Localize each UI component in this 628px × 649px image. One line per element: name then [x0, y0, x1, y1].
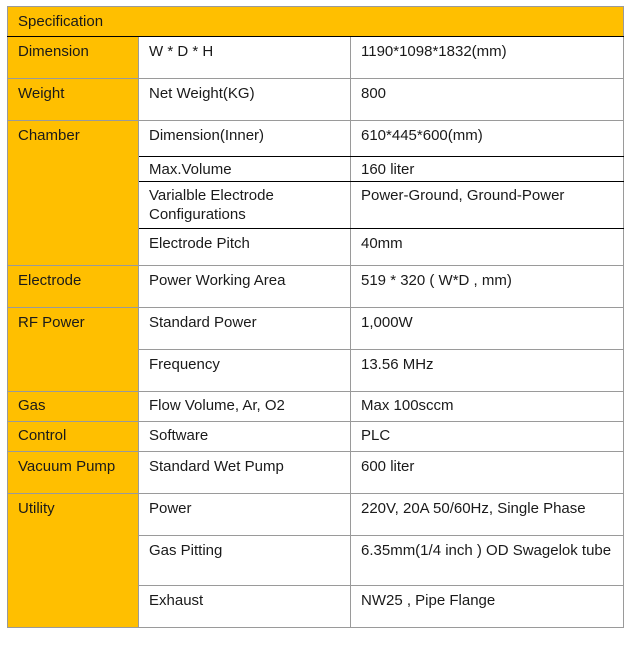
- param-label: Software: [149, 427, 209, 444]
- category-cell: [8, 308, 139, 392]
- category-cell: [8, 121, 139, 266]
- value-cell: [351, 182, 624, 229]
- param-label: Standard Power: [149, 314, 257, 331]
- param-value: NW25 , Pipe Flange: [361, 592, 496, 609]
- value-cell: [351, 229, 624, 266]
- param-value: 6.35mm(1/4 inch ) OD Swagelok tube: [361, 542, 612, 559]
- category-cell: [8, 266, 139, 308]
- value-cell: [351, 452, 624, 494]
- value-cell: [351, 422, 624, 452]
- param-value: 610*445*600(mm): [361, 127, 483, 144]
- param-cell: [139, 536, 351, 586]
- param-label: Standard Wet Pump: [149, 458, 284, 475]
- category-rf-power: RF Power: [18, 314, 85, 331]
- param-label: Power: [149, 500, 192, 517]
- category-vacuum-pump: Vacuum Pump: [18, 458, 116, 475]
- category-cell: [8, 79, 139, 121]
- category-cell: [8, 452, 139, 494]
- param-cell: [139, 229, 351, 266]
- value-cell: [351, 392, 624, 422]
- param-value: 220V, 20A 50/60Hz, Single Phase: [361, 500, 586, 517]
- param-cell: [139, 308, 351, 350]
- table-row: [8, 422, 624, 452]
- param-cell: [139, 266, 351, 308]
- category-control: Control: [18, 427, 67, 444]
- param-value: 519 * 320 ( W*D , mm): [361, 272, 512, 289]
- param-value: Power-Ground, Ground-Power: [361, 187, 565, 204]
- value-cell: [351, 494, 624, 536]
- param-label: Exhaust: [149, 592, 204, 609]
- value-cell: [351, 79, 624, 121]
- param-value: 800: [361, 85, 387, 102]
- param-cell: [139, 586, 351, 628]
- value-cell: [351, 536, 624, 586]
- param-value: 40mm: [361, 235, 403, 252]
- param-cell: [139, 350, 351, 392]
- param-value: Max 100sccm: [361, 397, 454, 414]
- param-value: 13.56 MHz: [361, 356, 434, 373]
- param-label: Frequency: [149, 356, 220, 373]
- param-label: W * D * H: [149, 43, 214, 60]
- table-row: [8, 452, 624, 494]
- table-title: Specification: [8, 7, 624, 37]
- param-label: Flow Volume, Ar, O2: [149, 397, 285, 414]
- category-cell: [8, 494, 139, 628]
- category-gas: Gas: [18, 397, 46, 414]
- value-cell: [351, 350, 624, 392]
- category-cell: [8, 37, 139, 79]
- param-cell: [139, 494, 351, 536]
- value-cell: [351, 121, 624, 157]
- table-row: [8, 121, 624, 157]
- category-chamber: Chamber: [18, 127, 80, 144]
- table-header-row: [8, 7, 624, 37]
- category-electrode: Electrode: [18, 272, 82, 289]
- param-value: 160 liter: [361, 161, 415, 178]
- table-row: [8, 308, 624, 350]
- param-cell: [139, 452, 351, 494]
- param-cell: [139, 392, 351, 422]
- value-cell: [351, 37, 624, 79]
- category-utility: Utility: [18, 500, 55, 517]
- param-label: Power Working Area: [149, 272, 286, 289]
- table-row: [8, 392, 624, 422]
- specification-table: [7, 6, 624, 628]
- param-label: Dimension(Inner): [149, 127, 265, 144]
- value-cell: [351, 586, 624, 628]
- param-value: 1,000W: [361, 314, 413, 331]
- param-cell: [139, 37, 351, 79]
- category-weight: Weight: [18, 85, 65, 102]
- param-cell: [139, 182, 351, 229]
- param-cell: [139, 422, 351, 452]
- table-row: [8, 79, 624, 121]
- param-label: Gas Pitting: [149, 542, 223, 559]
- param-label: Electrode Pitch: [149, 235, 250, 252]
- param-label: Net Weight(KG): [149, 85, 255, 102]
- value-cell: [351, 266, 624, 308]
- table-row: [8, 494, 624, 536]
- param-cell: [139, 121, 351, 157]
- param-label: Varialble Electrode Configurations: [149, 187, 274, 223]
- param-value: 600 liter: [361, 458, 415, 475]
- param-value: PLC: [361, 427, 391, 444]
- value-cell: [351, 157, 624, 182]
- param-label: Max.Volume: [149, 161, 232, 178]
- category-cell: [8, 392, 139, 422]
- param-cell: [139, 157, 351, 182]
- category-dimension: Dimension: [18, 43, 89, 60]
- table-row: [8, 266, 624, 308]
- category-cell: [8, 422, 139, 452]
- param-value: 1190*1098*1832(mm): [361, 43, 507, 60]
- param-cell: [139, 79, 351, 121]
- value-cell: [351, 308, 624, 350]
- table-row: [8, 37, 624, 79]
